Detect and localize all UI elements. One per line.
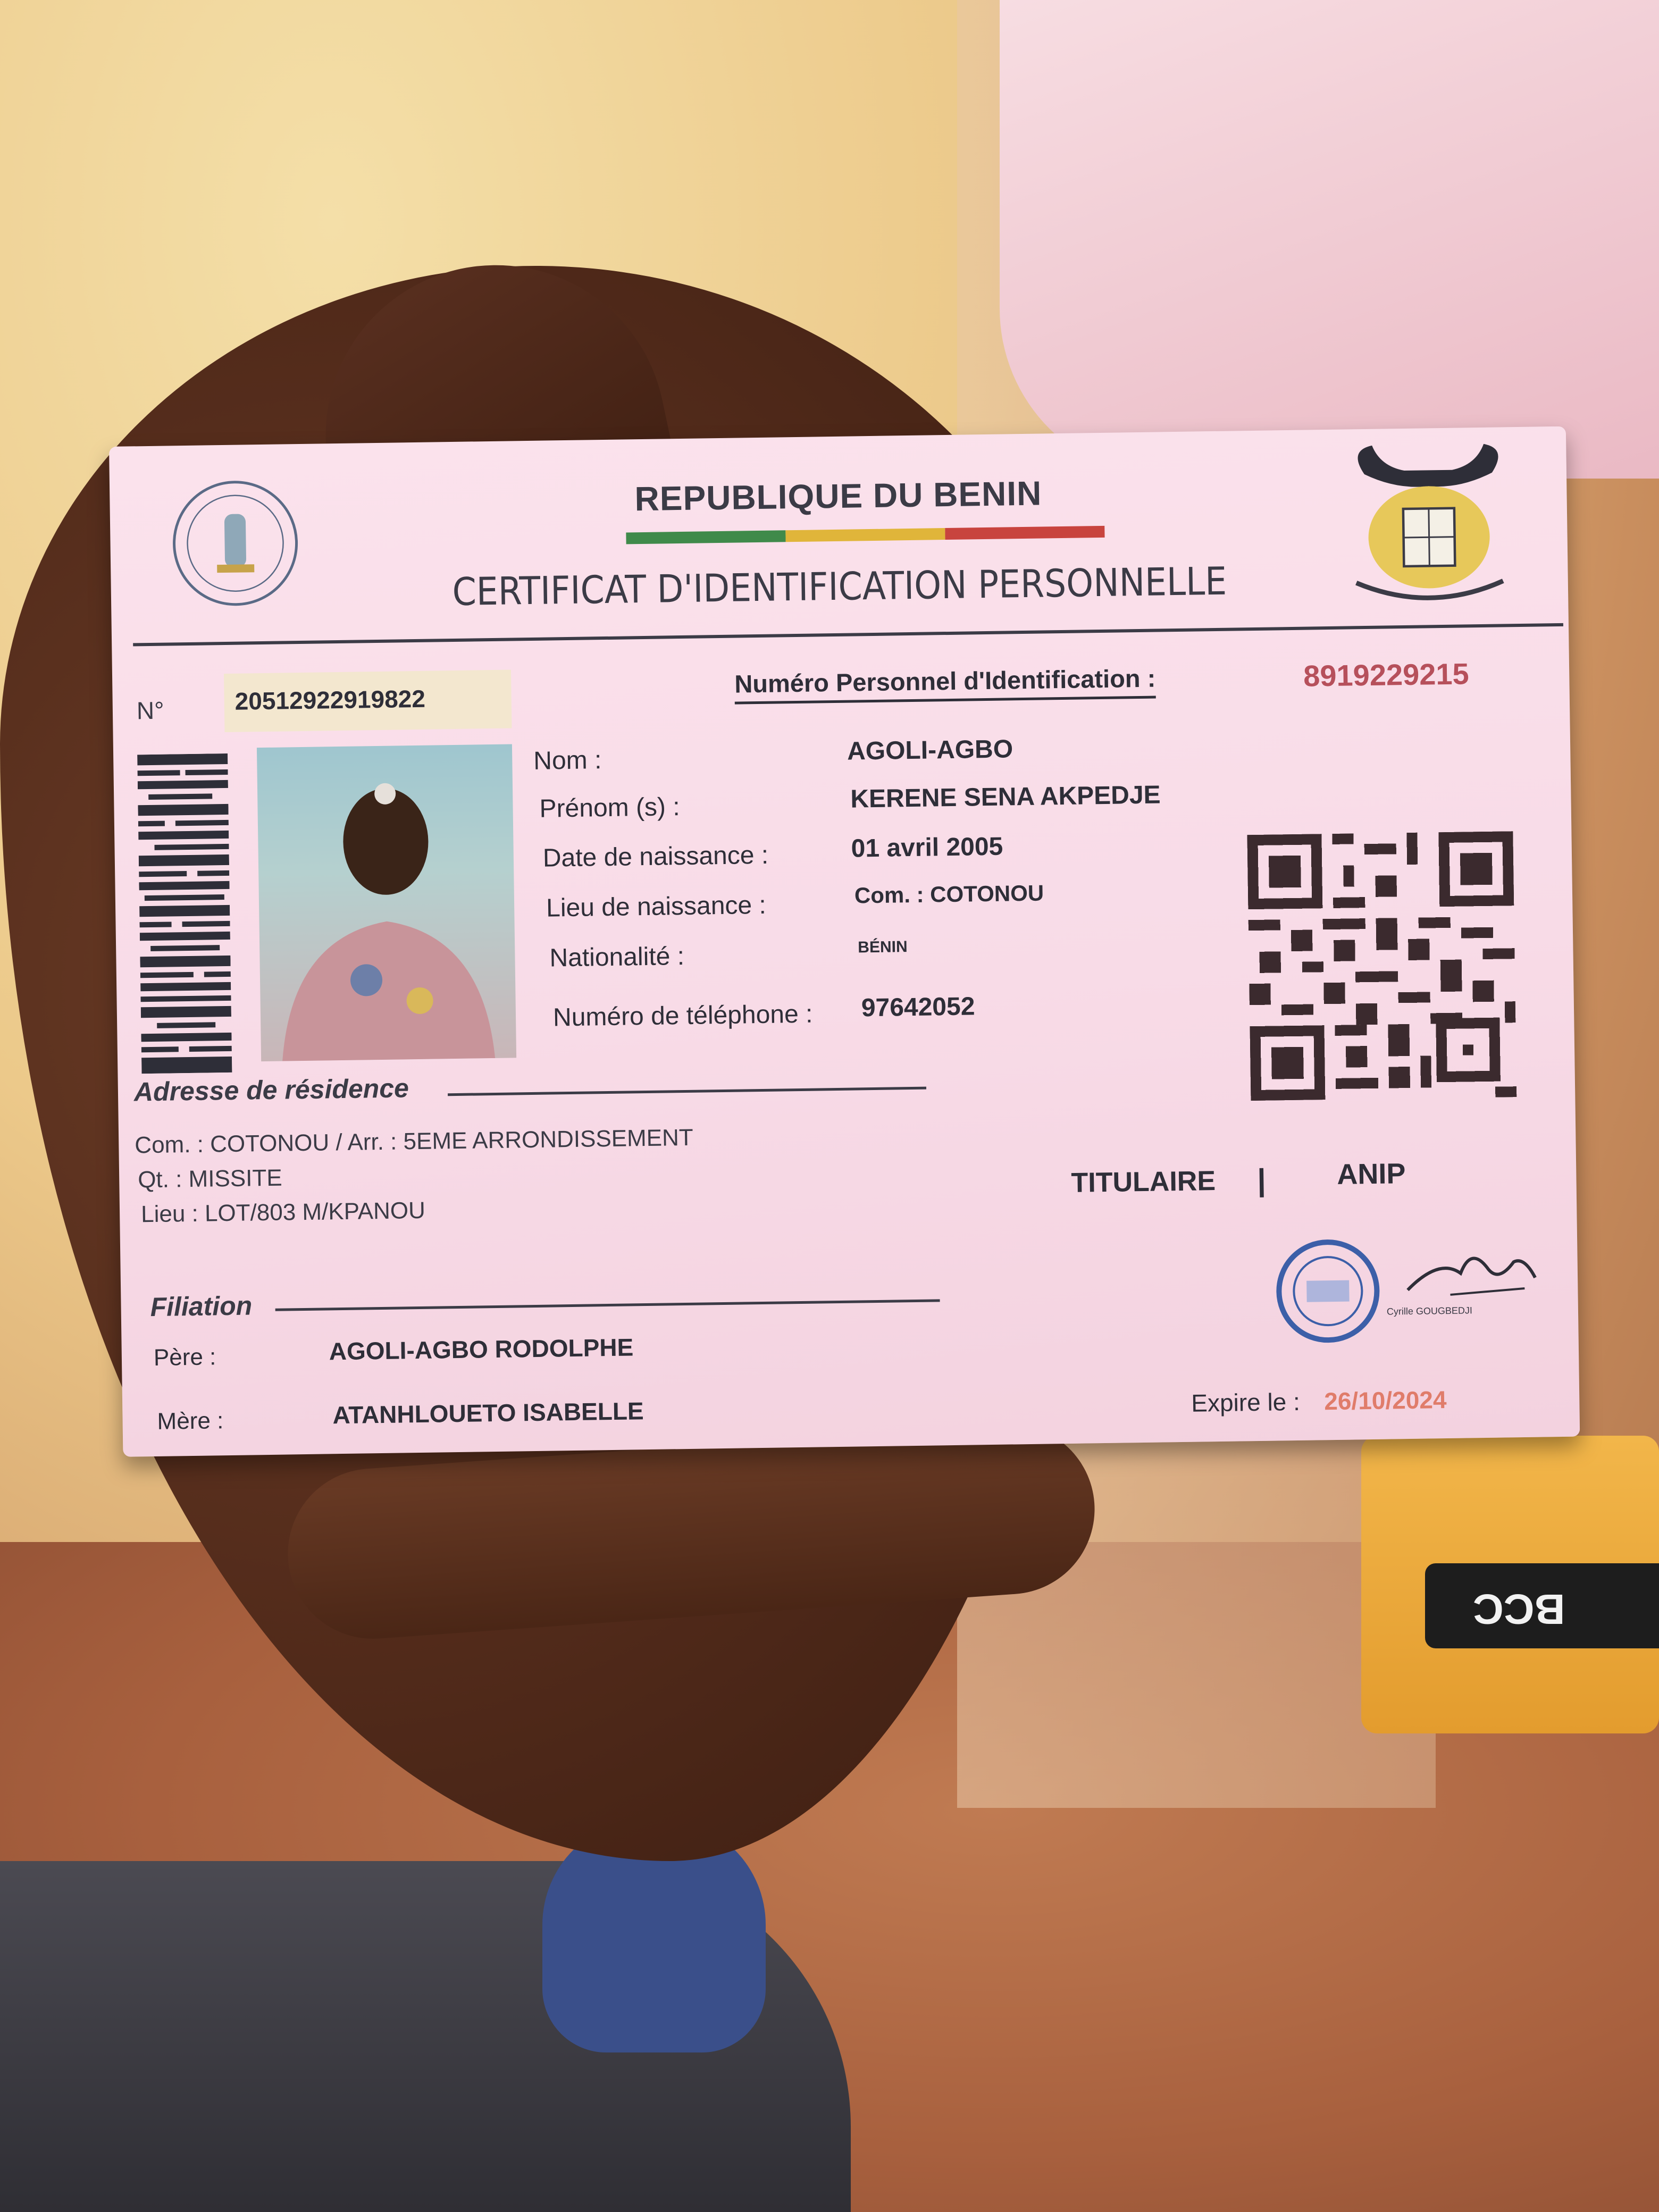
signer-name: Cyrille GOUGBEDJI	[1386, 1305, 1473, 1317]
field-label-date-naissance: Date de naissance :	[542, 841, 769, 873]
signature-icon	[1396, 1235, 1546, 1311]
barcode-icon	[137, 753, 232, 1074]
address-lieu: Lieu : LOT/803 M/KPANOU	[140, 1197, 426, 1228]
pink-cloth-background	[1000, 0, 1659, 479]
card-header	[109, 426, 1569, 649]
field-value-prenom: KERENE SENA AKPEDJE	[850, 781, 1161, 814]
country-name: REPUBLIQUE DU BENIN	[634, 474, 1042, 518]
qr-code-icon	[1247, 831, 1516, 1101]
document-title: CERTIFICAT D'IDENTIFICATION PERSONNELLE	[452, 558, 1227, 615]
id-card	[109, 426, 1580, 1457]
flag-stripe	[626, 526, 1104, 544]
address-heading: Adresse de résidence	[133, 1073, 409, 1107]
field-label-nom: Nom :	[533, 746, 602, 775]
pere-label: Père :	[153, 1344, 216, 1371]
field-label-telephone: Numéro de téléphone :	[552, 1000, 813, 1032]
field-value-nom: AGOLI-AGBO	[847, 735, 1013, 766]
flag-yellow	[785, 528, 945, 542]
titulaire-label: TITULAIRE	[1071, 1166, 1216, 1199]
field-label-nationalite: Nationalité :	[549, 942, 685, 973]
flag-red	[945, 526, 1104, 540]
benin-coat-of-arms-icon	[1332, 438, 1526, 621]
expire-value: 26/10/2024	[1323, 1386, 1447, 1415]
mere-value: ATANHLOUETO ISABELLE	[332, 1397, 644, 1429]
holder-photo	[257, 744, 516, 1061]
portrait-icon	[257, 744, 516, 1061]
flag-green	[626, 530, 785, 544]
npi-label: Numéro Personnel d'Identification :	[734, 664, 1156, 705]
filiation-underline	[275, 1299, 940, 1311]
mere-label: Mère :	[157, 1407, 224, 1435]
signature-separator: |	[1257, 1162, 1267, 1197]
address-underline	[448, 1087, 926, 1096]
field-value-date-naissance: 01 avril 2005	[851, 832, 1003, 863]
field-label-lieu-naissance: Lieu de naissance :	[546, 891, 767, 923]
pere-value: AGOLI-AGBO RODOLPHE	[329, 1333, 634, 1365]
field-value-telephone: 97642052	[861, 992, 975, 1023]
field-value-lieu-naissance: Com. : COTONOU	[854, 880, 1044, 908]
anip-label: ANIP	[1336, 1158, 1406, 1191]
card-number: 20512922919822	[234, 684, 426, 715]
field-value-nationalite: BÉNIN	[858, 938, 908, 957]
bag-label-text: BCC	[1473, 1586, 1565, 1633]
number-label: N°	[136, 696, 164, 725]
address-quartier: Qt. : MISSITE	[137, 1164, 282, 1193]
bag-label	[1425, 1563, 1659, 1648]
filiation-heading: Filiation	[150, 1291, 253, 1322]
address-commune: Com. : COTONOU / Arr. : 5EME ARRONDISSEMENT	[135, 1124, 694, 1159]
npi-value: 8919229215	[1303, 657, 1470, 693]
official-stamp-icon	[1274, 1237, 1382, 1345]
expire-label: Expire le :	[1191, 1387, 1301, 1417]
field-label-prenom: Prénom (s) :	[539, 793, 680, 823]
